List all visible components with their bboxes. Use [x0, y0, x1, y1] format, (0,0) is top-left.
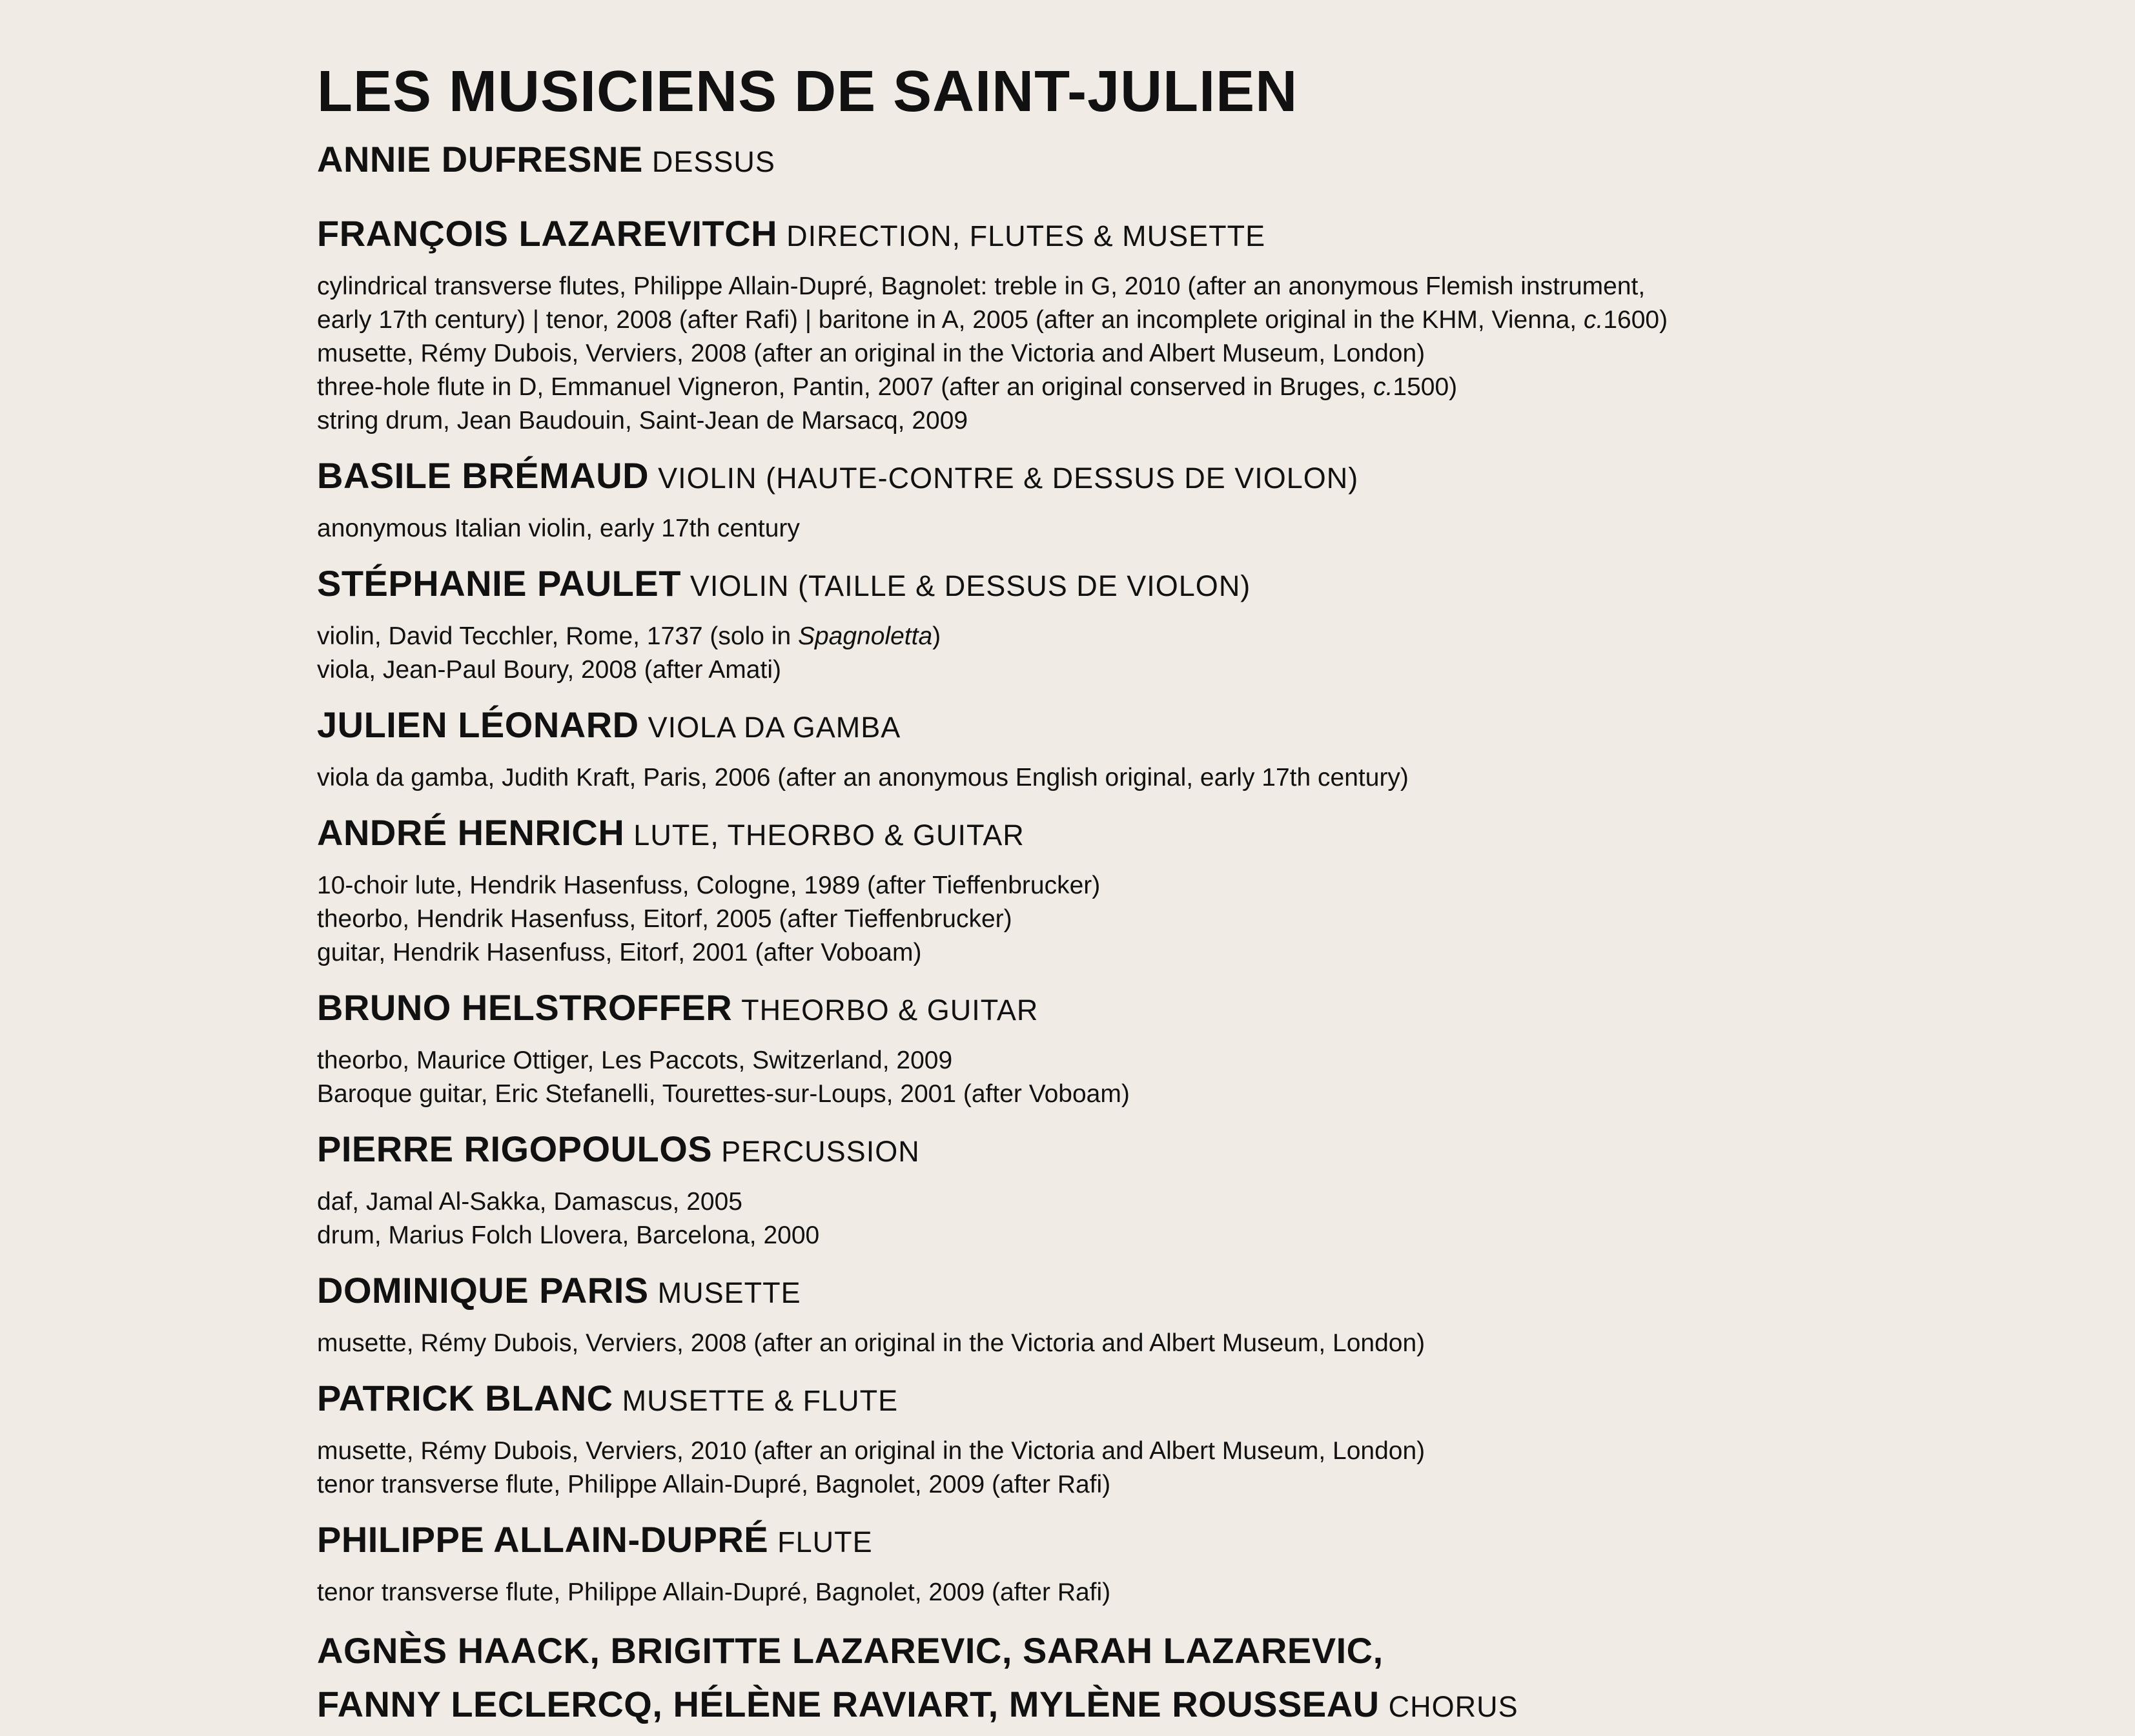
musician-role: VIOLIN (HAUTE-CONTRE & DESSUS DE VIOLON)	[658, 462, 1359, 495]
musician-entry	[317, 699, 2060, 795]
instrument-detail: anonymous Italian violin, early 17th century	[317, 515, 800, 542]
musician-heading	[317, 1123, 2060, 1185]
musician-entry	[317, 557, 2060, 687]
chorus-entry	[317, 1629, 2060, 1736]
musician-entry	[317, 981, 2060, 1111]
musician-role: THEORBO & GUITAR	[741, 994, 1039, 1026]
musician-heading	[317, 449, 2060, 512]
instrument-detail: early 17th century) | tenor, 2008 (after Rafi) | baritone in A, 2005 (after an incomplete original in the KHM, Vienna, c.1600)	[317, 306, 1668, 334]
musician-name: STÉPHANIE PAULET	[317, 563, 681, 604]
musician-heading	[317, 133, 2060, 196]
musician-name: BRUNO HELSTROFFER	[317, 987, 733, 1028]
musician-entry	[317, 1123, 2060, 1252]
page-title: LES MUSICIENS DE SAINT-JULIEN	[317, 59, 1298, 124]
musician-entry	[317, 207, 2060, 438]
musician-role: LUTE, THEORBO & GUITAR	[633, 819, 1025, 852]
instrument-detail: daf, Jamal Al-Sakka, Damascus, 2005	[317, 1188, 742, 1216]
musician-entry	[317, 133, 2060, 196]
musician-role: VIOLIN (TAILLE & DESSUS DE VIOLON)	[690, 569, 1251, 602]
musician-name: DOMINIQUE PARIS	[317, 1270, 649, 1311]
credits-page	[317, 50, 2060, 1736]
instrument-detail: tenor transverse flute, Philippe Allain-Dupré, Bagnolet, 2009 (after Rafi)	[317, 1578, 1111, 1606]
musician-entry	[317, 1372, 2060, 1502]
instrument-detail: Baroque guitar, Eric Stefanelli, Tourettes-sur-Loups, 2001 (after Voboam)	[317, 1080, 1130, 1108]
instrument-detail: cylindrical transverse flutes, Philippe Allain-Dupré, Bagnolet: treble in G, 2010 (after an anonymous Flemish instrument,	[317, 272, 1646, 300]
chorus-line-1	[317, 1629, 2060, 1682]
instrument-detail: 10-choir lute, Hendrik Hasenfuss, Cologne, 1989 (after Tieffenbrucker)	[317, 872, 1101, 899]
musician-heading	[317, 699, 2060, 761]
musician-name: BASILE BRÉMAUD	[317, 455, 649, 496]
musician-name: PIERRE RIGOPOULOS	[317, 1128, 713, 1169]
musician-name: JULIEN LÉONARD	[317, 704, 639, 745]
musician-entry	[317, 1264, 2060, 1360]
instrument-detail: theorbo, Hendrik Hasenfuss, Eitorf, 2005 (after Tieffenbrucker)	[317, 905, 1012, 933]
musician-heading	[317, 806, 2060, 869]
instrument-detail: three-hole flute in D, Emmanuel Vigneron, Pantin, 2007 (after an original conserved in Bruges, c.1500)	[317, 373, 1458, 401]
musician-entry	[317, 449, 2060, 546]
musician-name: ANDRÉ HENRICH	[317, 812, 625, 853]
instrument-detail: string drum, Jean Baudouin, Saint-Jean de Marsacq, 2009	[317, 407, 968, 434]
musician-role: PERCUSSION	[721, 1135, 920, 1168]
musician-role: MUSETTE	[657, 1276, 801, 1309]
musician-heading	[317, 1513, 2060, 1576]
musician-role: MUSETTE & FLUTE	[622, 1384, 899, 1417]
instrument-detail: guitar, Hendrik Hasenfuss, Eitorf, 2001 (after Voboam)	[317, 939, 922, 966]
chorus-role: CHORUS	[1388, 1690, 1518, 1723]
musician-heading	[317, 1264, 2060, 1327]
instrument-detail: viola da gamba, Judith Kraft, Paris, 2006 (after an anonymous English original, early 17th century)	[317, 764, 1409, 791]
musician-role: VIOLA DA GAMBA	[648, 711, 901, 744]
musician-role: DESSUS	[651, 145, 775, 178]
instrument-detail: theorbo, Maurice Ottiger, Les Paccots, Switzerland, 2009	[317, 1047, 953, 1074]
musician-name: PATRICK BLANC	[317, 1378, 613, 1418]
musician-name: FRANÇOIS LAZAREVITCH	[317, 213, 778, 254]
chorus-line-2	[317, 1682, 2060, 1736]
musician-name: ANNIE DUFRESNE	[317, 139, 643, 179]
instrument-detail: violin, David Tecchler, Rome, 1737 (solo in Spagnoletta)	[317, 622, 941, 650]
musician-heading	[317, 207, 2060, 270]
instrument-detail: musette, Rémy Dubois, Verviers, 2008 (after an original in the Victoria and Albert Museum, London)	[317, 1329, 1425, 1357]
musician-role: DIRECTION, FLUTES & MUSETTE	[786, 220, 1266, 252]
instrument-detail: tenor transverse flute, Philippe Allain-Dupré, Bagnolet, 2009 (after Rafi)	[317, 1471, 1111, 1498]
musician-role: FLUTE	[777, 1526, 873, 1558]
musician-entry	[317, 1513, 2060, 1609]
chorus-names-2: FANNY LECLERCQ, HÉLÈNE RAVIART, MYLÈNE ROUSSEAU	[317, 1684, 1380, 1724]
instrument-detail: viola, Jean-Paul Boury, 2008 (after Amati)	[317, 656, 781, 684]
musician-heading	[317, 981, 2060, 1044]
instrument-detail: musette, Rémy Dubois, Verviers, 2010 (after an original in the Victoria and Albert Museum, London)	[317, 1437, 1425, 1465]
musician-list	[317, 133, 2060, 1609]
musician-heading	[317, 557, 2060, 620]
instrument-detail: musette, Rémy Dubois, Verviers, 2008 (after an original in the Victoria and Albert Museum, London)	[317, 340, 1425, 367]
musician-heading	[317, 1372, 2060, 1435]
musician-name: PHILIPPE ALLAIN-DUPRÉ	[317, 1519, 769, 1560]
musician-entry	[317, 806, 2060, 970]
chorus-names-1: AGNÈS HAACK, BRIGITTE LAZAREVIC, SARAH LAZAREVIC,	[317, 1630, 1384, 1671]
instrument-detail: drum, Marius Folch Llovera, Barcelona, 2000	[317, 1221, 820, 1249]
